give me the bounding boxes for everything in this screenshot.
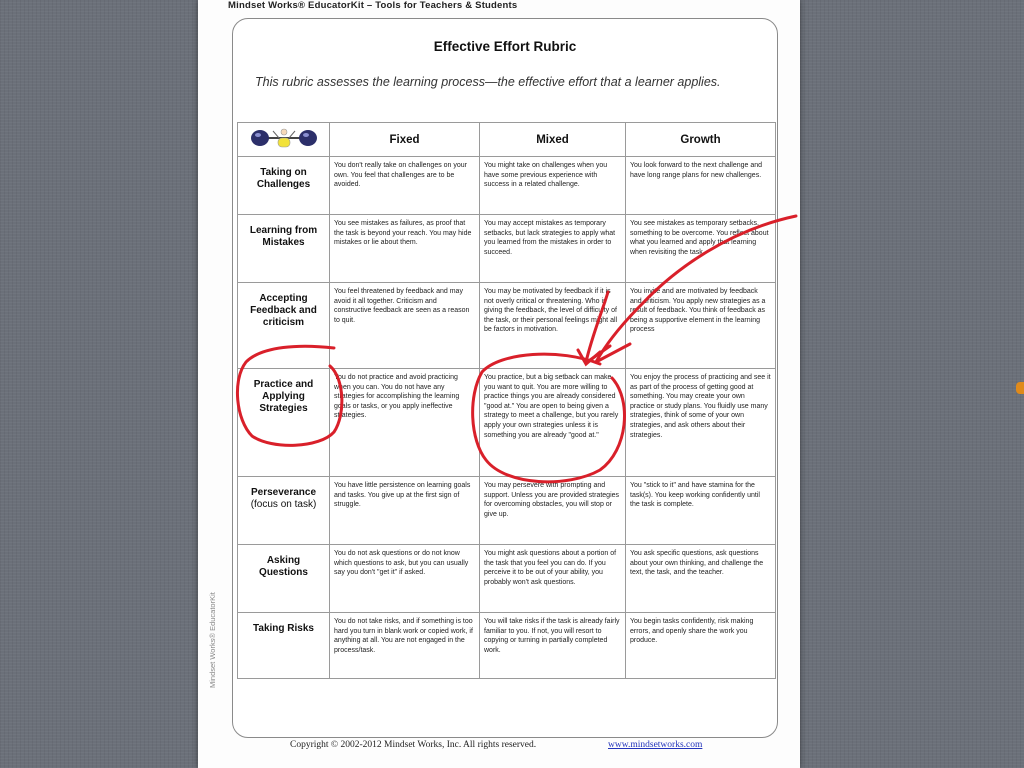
cell-fixed: You do not take risks, and if something is too hard you turn in blank work or copied work, if anything at all. You are not engaged in the process/task.: [330, 613, 480, 679]
cell-growth: You ask specific questions, ask questions about your own thinking, and challenge the text, the task, and the teacher.: [626, 545, 776, 613]
column-header-fixed: Fixed: [330, 123, 480, 157]
cell-fixed: You see mistakes as failures, as proof that the task is beyond your reach. You may hide mistakes or lie about them.: [330, 215, 480, 283]
cell-fixed: You do not practice and avoid practicing when you can. You do not have any strategies for accomplishing the learning goals or tasks, or you apply ineffective strategies.: [330, 369, 480, 477]
cell-mixed: You may persevere with prompting and support. Unless you are provided strategies for overcoming obstacles, you will stop or give up.: [480, 477, 626, 545]
cell-mixed: You may be motivated by feedback if it is not overly critical or threatening. Who is giving the feedback, the level of difficulty of the task, or their personal feelings might all be factors in motivation.: [480, 283, 626, 369]
document-header: Mindset Works® EducatorKit – Tools for Teachers & Students: [228, 0, 518, 11]
table-row: [238, 613, 776, 679]
intro-text: This rubric assesses the learning process—the effective effort that a learner applies.: [255, 75, 721, 89]
cell-mixed: You will take risks if the task is already fairly familiar to you. If not, you will resort to copying or turning in partially completed work.: [480, 613, 626, 679]
cell-growth: You "stick to it" and have stamina for the task(s). You keep working confidently until the task is complete.: [626, 477, 776, 545]
table-header-row: [238, 123, 776, 157]
cell-mixed: You might take on challenges when you have some previous experience with success in a related challenge.: [480, 157, 626, 215]
cell-growth: You begin tasks confidently, risk making errors, and openly share the work you produce.: [626, 613, 776, 679]
rubric-frame: [232, 18, 778, 738]
column-header-growth: Growth: [626, 123, 776, 157]
row-label: Practice and Applying Strategies: [238, 369, 330, 477]
cell-mixed: You practice, but a big setback can make you want to quit. You are more willing to practice things you are already considered "good at." You are open to being given a strategy to meet a challenge, but you rarely apply your own strategies unless it is something you are already "good at.": [480, 369, 626, 477]
row-label: Taking Risks: [238, 613, 330, 679]
row-label: Learning from Mistakes: [238, 215, 330, 283]
row-label: [238, 477, 330, 545]
cell-growth: You invite and are motivated by feedback and criticism. You apply new strategies as a result of feedback. You think of feedback as being a supportive element in the learning process: [626, 283, 776, 369]
table-row: [238, 157, 776, 215]
logo-cell: [238, 123, 330, 157]
column-header-mixed: Mixed: [480, 123, 626, 157]
website-link[interactable]: www.mindsetworks.com: [608, 740, 703, 750]
table-row: [238, 545, 776, 613]
page-title: Effective Effort Rubric: [433, 39, 577, 54]
cell-fixed: You feel threatened by feedback and may avoid it all together. Criticism and constructive feedback are seen as a reason to quit.: [330, 283, 480, 369]
row-label: Taking on Challenges: [238, 157, 330, 215]
cell-growth: You look forward to the next challenge and have long range plans for new challenges.: [626, 157, 776, 215]
table-row: [238, 369, 776, 477]
cell-growth: You enjoy the process of practicing and see it as part of the process of getting good at something. You may create your own practice or study plans. You fluidly use many strategies, think of some of your own strategies, and ask others about their strategies.: [626, 369, 776, 477]
table-row: [238, 477, 776, 545]
cell-growth: You see mistakes as temporary setbacks, something to be overcome. You reflect about what you learned and apply that learning when revisiting the task.: [626, 215, 776, 283]
cell-fixed: You don't really take on challenges on your own. You feel that challenges are to be avoided.: [330, 157, 480, 215]
dumbbell-logo-icon: [249, 125, 319, 151]
cell-fixed: You do not ask questions or do not know which questions to ask, but you can usually say you don't "get it" if asked.: [330, 545, 480, 613]
rubric-table: [237, 122, 776, 679]
copyright-text: Copyright © 2002-2012 Mindset Works, Inc. All rights reserved.: [290, 740, 537, 750]
cell-fixed: You have little persistence on learning goals and tasks. You give up at the first sign of struggle.: [330, 477, 480, 545]
document-page: [198, 0, 800, 768]
table-row: [238, 283, 776, 369]
row-label: Accepting Feedback and criticism: [238, 283, 330, 369]
pointer-marker: [1016, 382, 1024, 394]
row-label-text: Perseverance: [250, 487, 317, 498]
cell-mixed: You might ask questions about a portion of the task that you feel you can do. If you perceive it to be out of your ability, you probably won't ask questions.: [480, 545, 626, 613]
table-row: [238, 215, 776, 283]
side-note: Mindset Works® EducatorKit: [208, 592, 217, 688]
row-sublabel: (focus on task): [250, 499, 317, 510]
row-label: Asking Questions: [238, 545, 330, 613]
cell-mixed: You may accept mistakes as temporary setbacks, but lack strategies to apply what you learned from the mistakes in order to succeed.: [480, 215, 626, 283]
